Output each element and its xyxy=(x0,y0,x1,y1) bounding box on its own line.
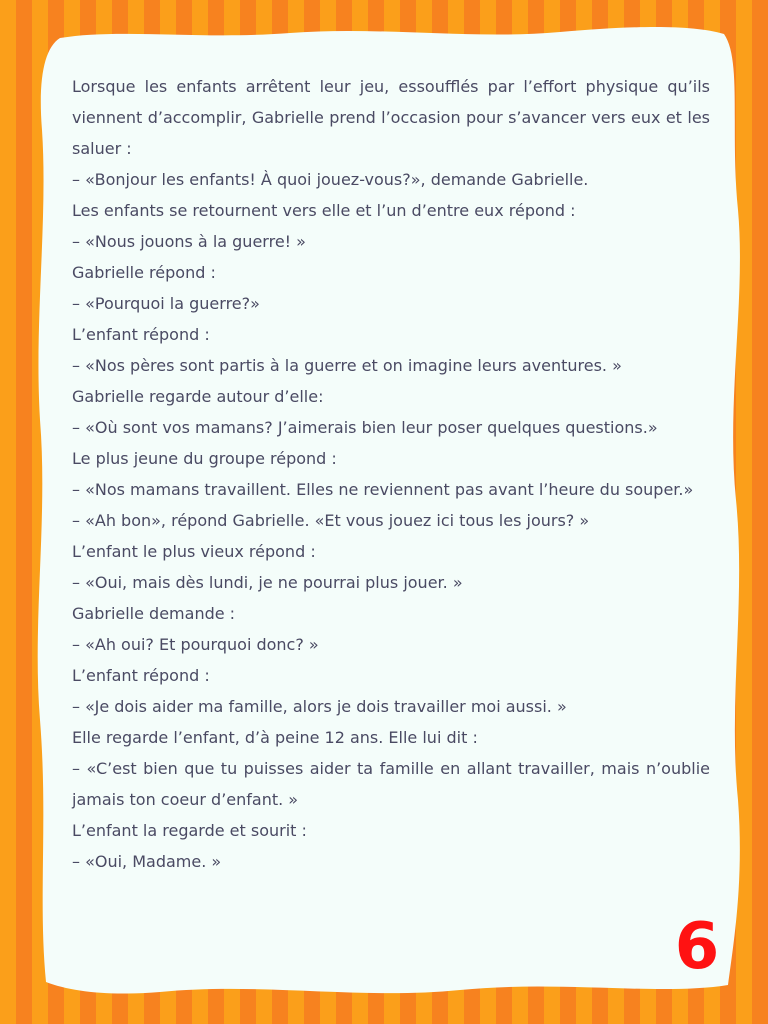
narration-line: L’enfant le plus vieux répond : xyxy=(72,542,316,561)
dialogue-paragraph: – «C’est bien que tu puisses aider ta famille en allant travailler, mais n’oublie jamais ton coeur d’enfant. » xyxy=(72,759,710,809)
narration-line: Elle regarde l’enfant, d’à peine 12 ans. Elle lui dit : xyxy=(72,728,478,747)
dialogue-line: – «Nos mamans travaillent. Elles ne reviennent pas avant l’heure du souper.» xyxy=(72,480,694,499)
narration-line: Gabrielle répond : xyxy=(72,263,216,282)
narration-line: Gabrielle regarde autour d’elle: xyxy=(72,387,324,406)
dialogue-line: – «Nos pères sont partis à la guerre et on imagine leurs aventures. » xyxy=(72,356,622,375)
page-number: 6 xyxy=(674,910,720,984)
dialogue-line: – «Je dois aider ma famille, alors je dois travailler moi aussi. » xyxy=(72,697,567,716)
dialogue-line: – «Oui, mais dès lundi, je ne pourrai plus jouer. » xyxy=(72,573,463,592)
dialogue-line: – «Pourquoi la guerre?» xyxy=(72,294,260,313)
dialogue-line: – «Ah oui? Et pourquoi donc? » xyxy=(72,635,319,654)
dialogue-line: – «Ah bon», répond Gabrielle. «Et vous jouez ici tous les jours? » xyxy=(72,511,590,530)
dialogue-line: – «Où sont vos mamans? J’aimerais bien leur poser quelques questions.» xyxy=(72,418,658,437)
narration-line: Les enfants se retournent vers elle et l’un d’entre eux répond : xyxy=(72,201,576,220)
narration-line: Le plus jeune du groupe répond : xyxy=(72,449,337,468)
narration-line: L’enfant répond : xyxy=(72,666,210,685)
narration-line: Gabrielle demande : xyxy=(72,604,236,623)
narration-line: L’enfant répond : xyxy=(72,325,210,344)
dialogue-line: – «Nous jouons à la guerre! » xyxy=(72,232,306,251)
story-text xyxy=(72,71,710,877)
dialogue-line: – «Oui, Madame. » xyxy=(72,852,222,871)
narration-paragraph: Lorsque les enfants arrêtent leur jeu, essoufflés par l’effort physique qu’ils viennent d’accomplir, Gabrielle prend l’occasion pour s’avancer vers eux et les saluer : xyxy=(72,77,710,158)
dialogue-line: – «Bonjour les enfants! À quoi jouez-vous?», demande Gabrielle. xyxy=(72,170,589,189)
narration-line: L’enfant la regarde et sourit : xyxy=(72,821,307,840)
